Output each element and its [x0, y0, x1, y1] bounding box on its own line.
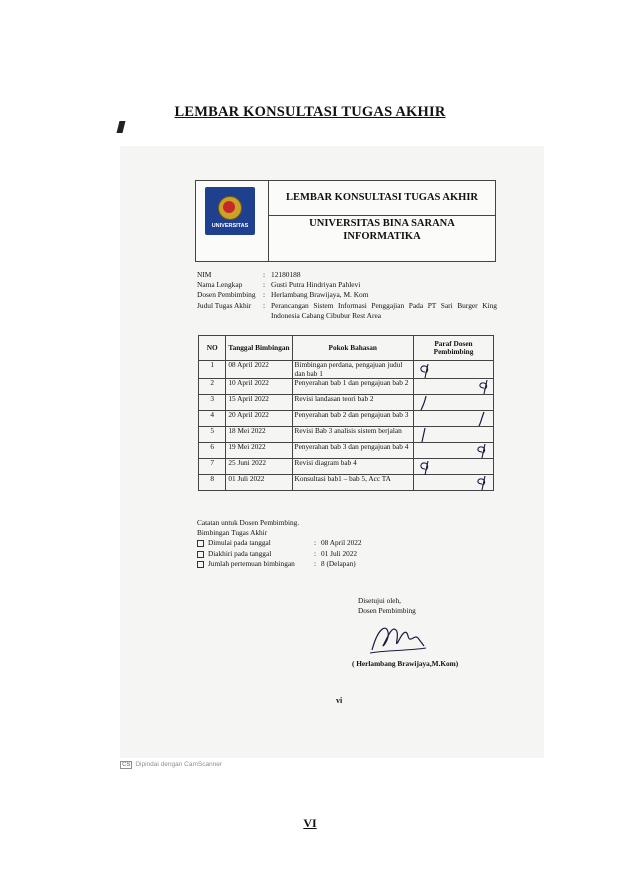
- cell-topic: Penyerahan bab 3 dan pengajuan bab 4: [292, 443, 413, 459]
- info-colon: :: [263, 290, 266, 300]
- note-colon: :: [314, 538, 317, 548]
- checkbox-icon: [197, 540, 204, 547]
- cell-no: 3: [199, 395, 226, 411]
- header-no: NO: [199, 336, 226, 361]
- consultation-table: [198, 335, 494, 491]
- cell-topic: Revisi landasan teori bab 2: [292, 395, 413, 411]
- checkbox-icon: [197, 551, 204, 558]
- cell-date: 20 April 2022: [226, 411, 292, 427]
- table-row: [199, 361, 494, 379]
- header-paraf: Paraf Dosen Pembimbing: [413, 336, 493, 361]
- university-name: [269, 217, 495, 243]
- camscanner-logo-icon: CS: [122, 762, 131, 768]
- table-row: [199, 411, 494, 427]
- info-value: 12180188: [271, 270, 301, 279]
- cell-no: 7: [199, 459, 226, 475]
- cell-paraf: [413, 459, 493, 475]
- note-value: 8 (Delapan): [321, 558, 356, 568]
- scan-page-number: vi: [336, 696, 343, 705]
- table-row: [199, 443, 494, 459]
- cell-date: 01 Juli 2022: [226, 475, 292, 491]
- info-label: Judul Tugas Akhir: [197, 300, 252, 310]
- table-header-row: [199, 336, 494, 361]
- cell-no: 6: [199, 443, 226, 459]
- info-label: NIM: [197, 270, 212, 279]
- university-line-1: UNIVERSITAS BINA SARANA: [309, 218, 455, 229]
- cell-paraf: [413, 395, 493, 411]
- approval-line-1: Disetujui oleh,: [358, 596, 401, 605]
- cell-paraf: [413, 361, 493, 379]
- cell-paraf: [413, 427, 493, 443]
- cell-date: 08 April 2022: [226, 361, 292, 379]
- camscanner-watermark: [120, 761, 222, 769]
- table-row: [199, 427, 494, 443]
- initial-signature-icon: [472, 411, 492, 427]
- initial-signature-icon: [416, 459, 438, 475]
- cell-topic: Bimbingan perdana, pengajuan judul dan bab 1: [292, 361, 413, 379]
- logo-text: UNIVERSITAS: [211, 223, 249, 229]
- cell-topic: Konsultasi bab1 – bab 5, Acc TA: [292, 475, 413, 491]
- info-value: Gusti Putra Hindriyan Pahlevi: [271, 280, 361, 290]
- initial-signature-icon: [474, 379, 496, 395]
- table-row: [199, 475, 494, 491]
- cell-date: 10 April 2022: [226, 379, 292, 395]
- info-colon: :: [263, 300, 266, 310]
- info-label: Dosen Pembimbing: [197, 290, 256, 300]
- approval-line-2: Dosen Pembimbing: [358, 606, 416, 615]
- approver-name: ( Herlambang Brawijaya,M.Kom): [352, 659, 459, 668]
- cell-topic: Revisi Bab 3 analisis sistem berjalan: [292, 427, 413, 443]
- scanned-form: [120, 146, 544, 758]
- cell-no: 1: [199, 361, 226, 379]
- table-row: [199, 395, 494, 411]
- page-heading: LEMBAR KONSULTASI TUGAS AKHIR: [174, 104, 446, 120]
- cell-paraf: [413, 411, 493, 427]
- checkbox-icon: [197, 561, 204, 568]
- note-item-count: [197, 558, 356, 569]
- camscanner-text: Dipindai dengan CamScanner: [135, 761, 223, 768]
- cell-paraf: [413, 443, 493, 459]
- cell-no: 2: [199, 379, 226, 395]
- info-value: Perancangan Sistem Informasi Penggajian Pada PT Sari Burger King Indonesia Cabang Cibubur Rest Area: [271, 300, 497, 320]
- note-label: Dimulai pada tanggal: [208, 538, 271, 548]
- approval-block: [358, 596, 416, 616]
- cell-paraf: [413, 475, 493, 491]
- cell-topic: Revisi diagram bab 4: [292, 459, 413, 475]
- cell-no: 8: [199, 475, 226, 491]
- initial-signature-icon: [472, 443, 494, 459]
- page-number: VI: [303, 816, 317, 830]
- note-colon: :: [314, 558, 317, 568]
- header-date: Tanggal Bimbingan: [226, 336, 292, 361]
- initial-signature-icon: [472, 475, 494, 491]
- initial-signature-icon: [416, 395, 434, 411]
- table-row: [199, 459, 494, 475]
- cell-date: 25 Juni 2022: [226, 459, 292, 475]
- form-title: LEMBAR KONSULTASI TUGAS AKHIR: [269, 181, 495, 216]
- corner-mark: [117, 121, 126, 133]
- info-label: Nama Lengkap: [197, 280, 243, 290]
- table-row: [199, 379, 494, 395]
- notes-subtitle: Bimbingan Tugas Akhir: [197, 528, 268, 538]
- note-colon: :: [314, 548, 317, 558]
- note-value: 01 Juli 2022: [321, 548, 358, 558]
- notes-title: Catatan untuk Dosen Pembimbing.: [197, 518, 300, 527]
- cell-topic: Penyerahan bab 2 dan pengajuan bab 3: [292, 411, 413, 427]
- logo-core-icon: [223, 201, 235, 213]
- info-colon: :: [263, 270, 266, 279]
- note-item-start: [197, 538, 362, 548]
- cell-date: 18 Mei 2022: [226, 427, 292, 443]
- cell-paraf: [413, 379, 493, 395]
- cell-date: 19 Mei 2022: [226, 443, 292, 459]
- cell-topic: Penyerahan bab 1 dan pengajuan bab 2: [292, 379, 413, 395]
- form-header: [195, 180, 496, 262]
- logo-cell: [196, 181, 269, 261]
- university-line-2: INFORMATIKA: [343, 231, 421, 242]
- note-label: Diakhiri pada tanggal: [208, 548, 272, 558]
- info-colon: :: [263, 280, 266, 290]
- initial-signature-icon: [416, 427, 434, 443]
- note-value: 08 April 2022: [321, 538, 362, 548]
- info-value: Herlambang Brawijaya, M. Kom: [271, 290, 369, 300]
- cell-no: 5: [199, 427, 226, 443]
- cell-no: 4: [199, 411, 226, 427]
- note-label: Jumlah pertemuan bimbingan: [208, 558, 295, 568]
- cell-date: 15 April 2022: [226, 395, 292, 411]
- header-topic: Pokok Bahasan: [292, 336, 413, 361]
- initial-signature-icon: [416, 362, 438, 378]
- note-item-end: [197, 548, 358, 559]
- advisor-notes: [197, 518, 362, 569]
- advisor-signature-icon: [366, 620, 428, 660]
- university-logo: [205, 187, 255, 235]
